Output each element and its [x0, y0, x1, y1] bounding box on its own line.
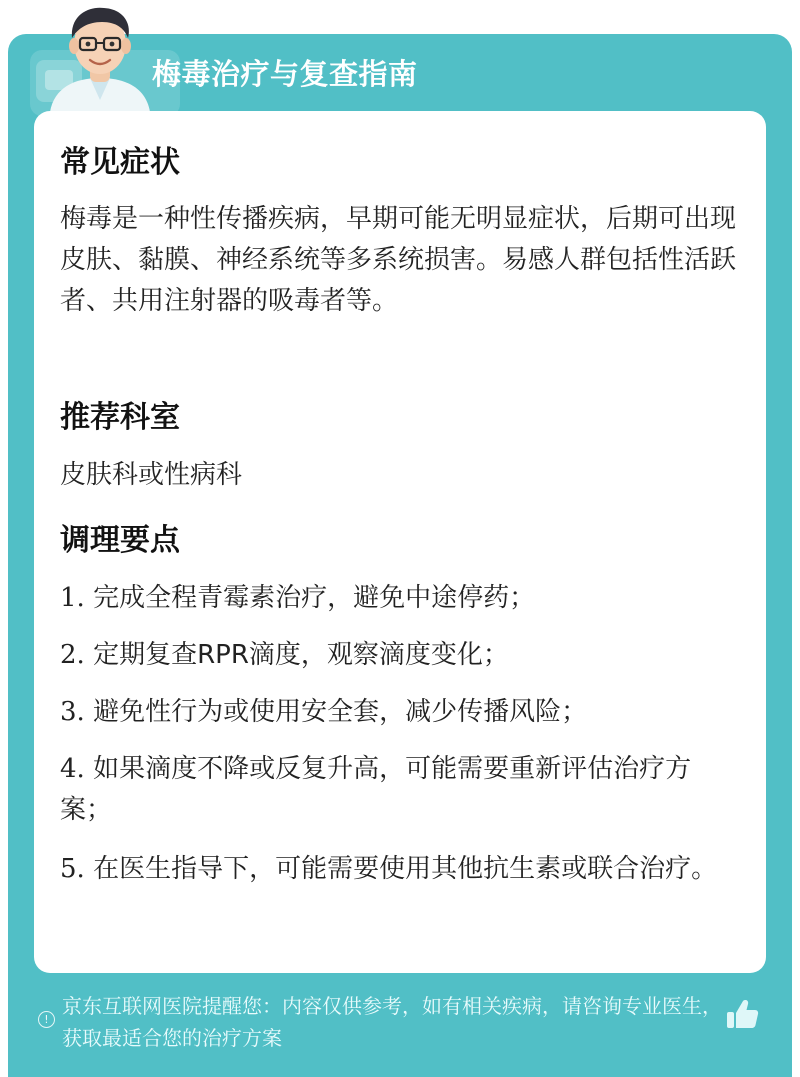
list-item	[60, 749, 740, 831]
info-icon: !	[38, 1011, 55, 1028]
list-item	[60, 635, 740, 676]
list-item-number: 1.	[60, 583, 85, 613]
list-item-number: 3.	[60, 697, 85, 727]
doctor-avatar-icon	[40, 0, 160, 112]
list-item-text: 在医生指导下，可能需要使用其他抗生素或联合治疗。	[84, 854, 718, 884]
list-item-text: 完成全程青霉素治疗，避免中途停药；	[84, 583, 536, 613]
symptoms-text: 梅毒是一种性传播疾病，早期可能无明显症状，后期可出现皮肤、黏膜、神经系统等多系统损害。易感人群包括性活跃者、共用注射器的吸毒者等。	[60, 204, 737, 316]
department-text: 皮肤科或性病科	[60, 460, 243, 490]
list-item-text: 定期复查RPR滴度，观察滴度变化；	[84, 640, 509, 670]
list-item	[60, 578, 740, 619]
disclaimer-text: 京东互联网医院提醒您：内容仅供参考，如有相关疾病，请咨询专业医生，获取最适合您的治疗方案	[62, 994, 722, 1050]
list-item-number: 2.	[60, 640, 85, 670]
list-item	[60, 692, 740, 733]
thumbs-up-icon[interactable]	[724, 996, 760, 1032]
department-heading: 推荐科室	[60, 400, 180, 435]
symptoms-heading: 常见症状	[60, 145, 180, 180]
list-item-number: 5.	[60, 854, 85, 884]
care-heading: 调理要点	[60, 523, 180, 558]
list-item-text: 避免性行为或使用安全套，减少传播风险；	[84, 697, 588, 727]
content-card	[34, 111, 766, 973]
list-item-text: 如果滴度不降或反复升高，可能需要重新评估治疗方案；	[60, 754, 692, 825]
list-item	[60, 849, 740, 890]
list-item-number: 4.	[60, 754, 85, 784]
page-title: 梅毒治疗与复查指南	[152, 57, 418, 91]
